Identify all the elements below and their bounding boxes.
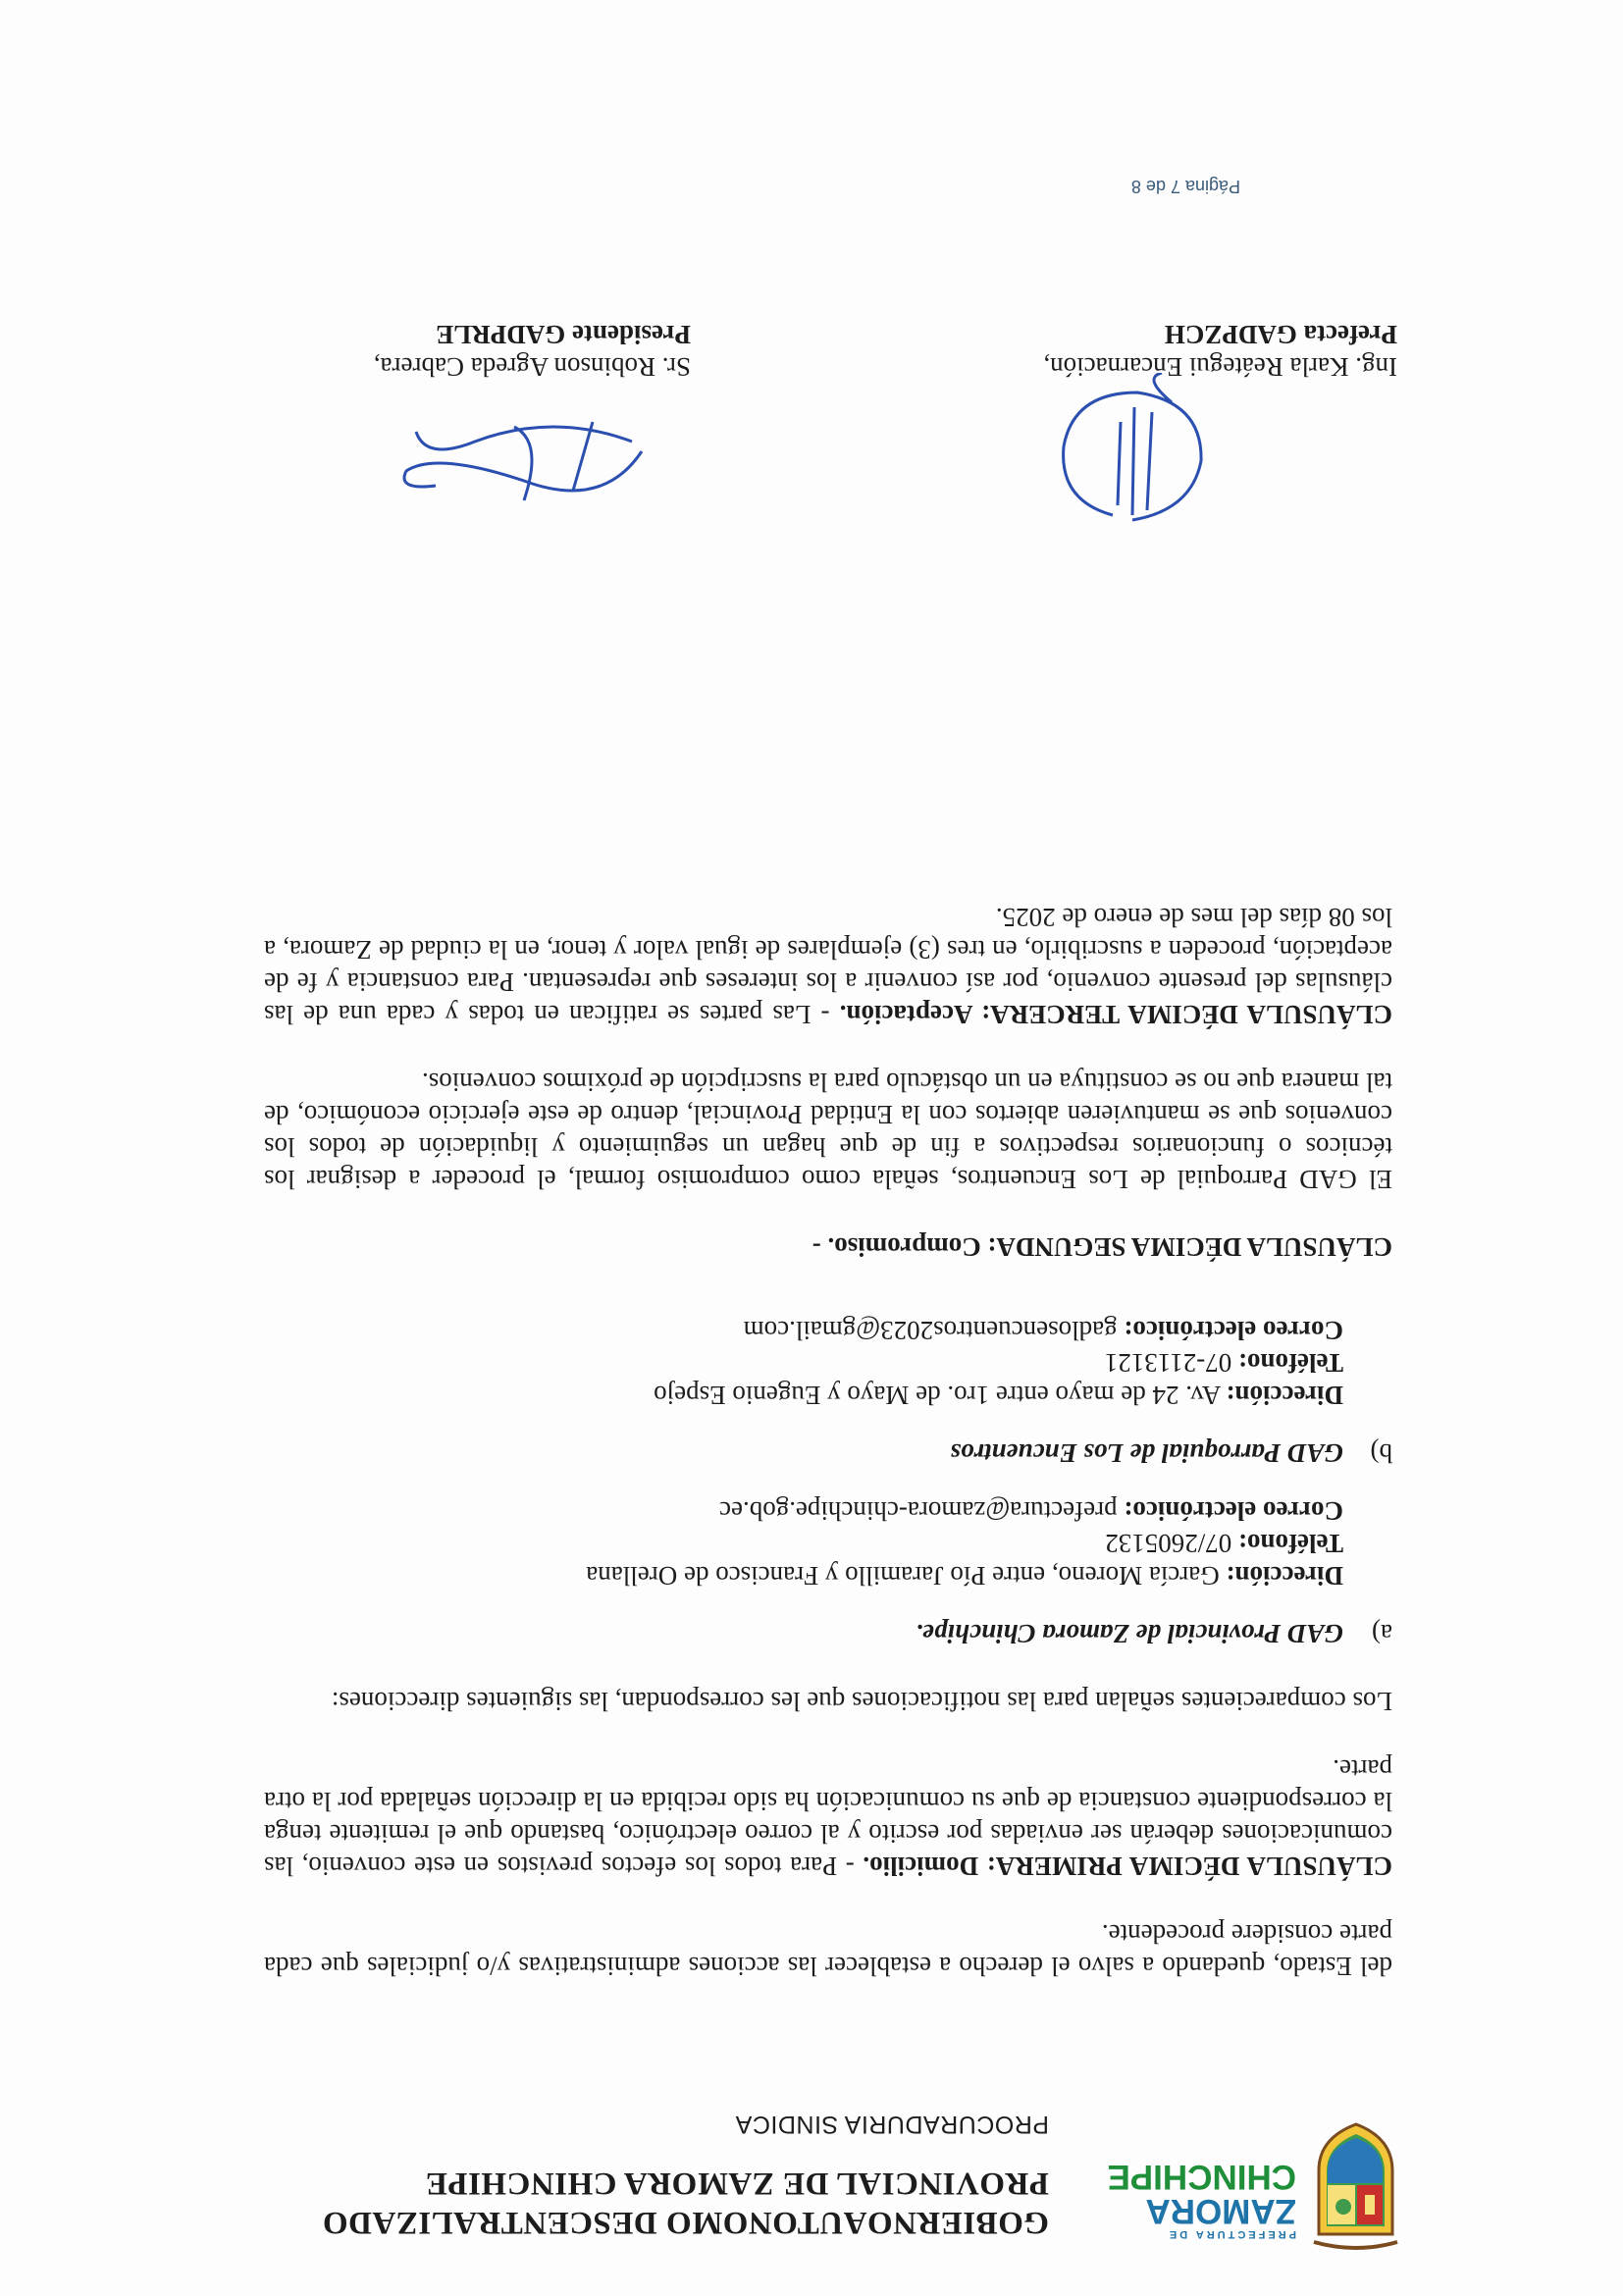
coat-of-arms-logo — [1309, 2121, 1402, 2254]
clause-11-text: - Para todos los efectos previstos en este convenio, las comunicaciones deberán ser enviadas por escrito y al correo electrónico, bastando que el remitente tenga la correspondiente constancia de que su comunicación ha sido recibida en la dirección señalada por la otra parte. — [264, 1754, 1392, 1881]
clause-13 — [264, 901, 1392, 1030]
header-subtitle: PROCURADURIA SINDICA — [735, 2111, 1049, 2138]
logo-wordmark — [1080, 2160, 1296, 2240]
item-a-org: GAD Provincial de Zamora Chinchipe. — [916, 1619, 1343, 1648]
signature-right-scribble — [387, 392, 661, 520]
page-number: Página 7 de 8 — [1130, 177, 1240, 196]
parties-paragraph: Los comparecientes señalan para las notificaciones que les correspondan, las siguientes direcciones: — [331, 1687, 1392, 1716]
item-b-dir-value: Av. 24 de mayo entre 1ro. de Mayo y Eugenio Espejo — [654, 1381, 1227, 1410]
item-b-tel-label: Teléfono: — [1238, 1348, 1343, 1378]
item-b-label: b) — [1370, 1438, 1392, 1468]
clause-12-title: CLÁUSULA DÉCIMA SEGUNDA: Compromiso. - — [812, 1232, 1392, 1262]
item-a-tel-value: 07/2605132 — [1105, 1529, 1238, 1558]
signature-left — [985, 318, 1397, 383]
clause-13-text: - Las partes se ratifican en todas y cada una de las cláusulas del presente convenio, por así convenir a los intereses que representan. Para constancia y fe de aceptación, proceden a suscribirlo, en tres (3) ejemplares de igual valor y tenor, en la ciudad de Zamora, a los 08 días del mes de enero de 2025. — [264, 903, 1392, 1029]
signer-right-name: Sr. Robinson Agreda Cabrera, — [373, 352, 691, 382]
clause-12-text: El GAD Parroquial de Los Encuentros, señala como compromiso formal, el proceder a designar los técnicos o funcionarios respectivos a fin de que hagan un seguimiento y liquidación de todos los convenios que se mantuvieren abiertos con la Entidad Provincial, dentro de este ejercicio económico, de tal manera que no se constituya en un obstáculo para la suscripción de próximos convenios. — [264, 1068, 1392, 1194]
signer-right-role: Presidente GADPRLE — [436, 320, 691, 349]
item-a-dir-label: Dirección: — [1226, 1561, 1343, 1591]
item-a-mail-label: Correo electrónico: — [1124, 1496, 1343, 1526]
clause-11-title: CLÁUSULA DÉCIMA PRIMERA: Domicilio. — [863, 1852, 1392, 1881]
signature-area — [239, 320, 1397, 530]
signature-right — [279, 318, 691, 383]
letterhead — [195, 2111, 1402, 2262]
item-a-mail-value: prefectura@zamora-chinchipe.gob.ec — [718, 1496, 1125, 1526]
header-line-1: GOBIERNOAUTONOMO DESCENTRALIZADO — [322, 2205, 1049, 2240]
header-titles — [225, 2110, 1049, 2242]
signature-left-scribble — [1034, 373, 1230, 540]
item-a-tel-label: Teléfono: — [1238, 1529, 1343, 1558]
item-b-org: GAD Parroquial de Los Encuentros — [950, 1438, 1343, 1468]
item-b-mail-label: Correo electrónico: — [1124, 1316, 1343, 1345]
item-b-dir-label: Dirección: — [1226, 1381, 1343, 1410]
address-block-a — [264, 1494, 1392, 1649]
logo-name-top: ZAMORA — [1145, 2192, 1296, 2230]
item-b-tel-value: 07-2113121 — [1104, 1348, 1238, 1378]
item-a-dir-value: García Moreno, entre Pío Jaramillo y Francisco de Orellana — [586, 1561, 1227, 1591]
item-a-label: a) — [1372, 1619, 1392, 1648]
logo-prefix: PREFECTURA DE — [1166, 2228, 1296, 2240]
logo-name-bottom: CHINCHIPE — [1107, 2158, 1296, 2196]
clause-13-title: CLÁUSULA DÉCIMA TERCERA: Aceptación. — [839, 1000, 1392, 1029]
address-block-b — [264, 1314, 1392, 1469]
header-line-2: PROVINCIAL DE ZAMORA CHINCHIPE — [425, 2166, 1049, 2201]
intro-paragraph: del Estado, quedando a salvo el derecho a establecer las acciones administrativas y/o judiciales que cada parte considere procedente. — [264, 1919, 1392, 1981]
signer-left-name: Ing. Karla Reátegui Encarnación, — [1043, 352, 1397, 382]
signer-left-role: Prefecta GADPZCH — [1164, 320, 1397, 349]
document-body — [264, 891, 1392, 1982]
item-b-mail-value: gadlosencuentros2023@gmail.com — [743, 1316, 1125, 1345]
clause-11 — [264, 1752, 1392, 1882]
